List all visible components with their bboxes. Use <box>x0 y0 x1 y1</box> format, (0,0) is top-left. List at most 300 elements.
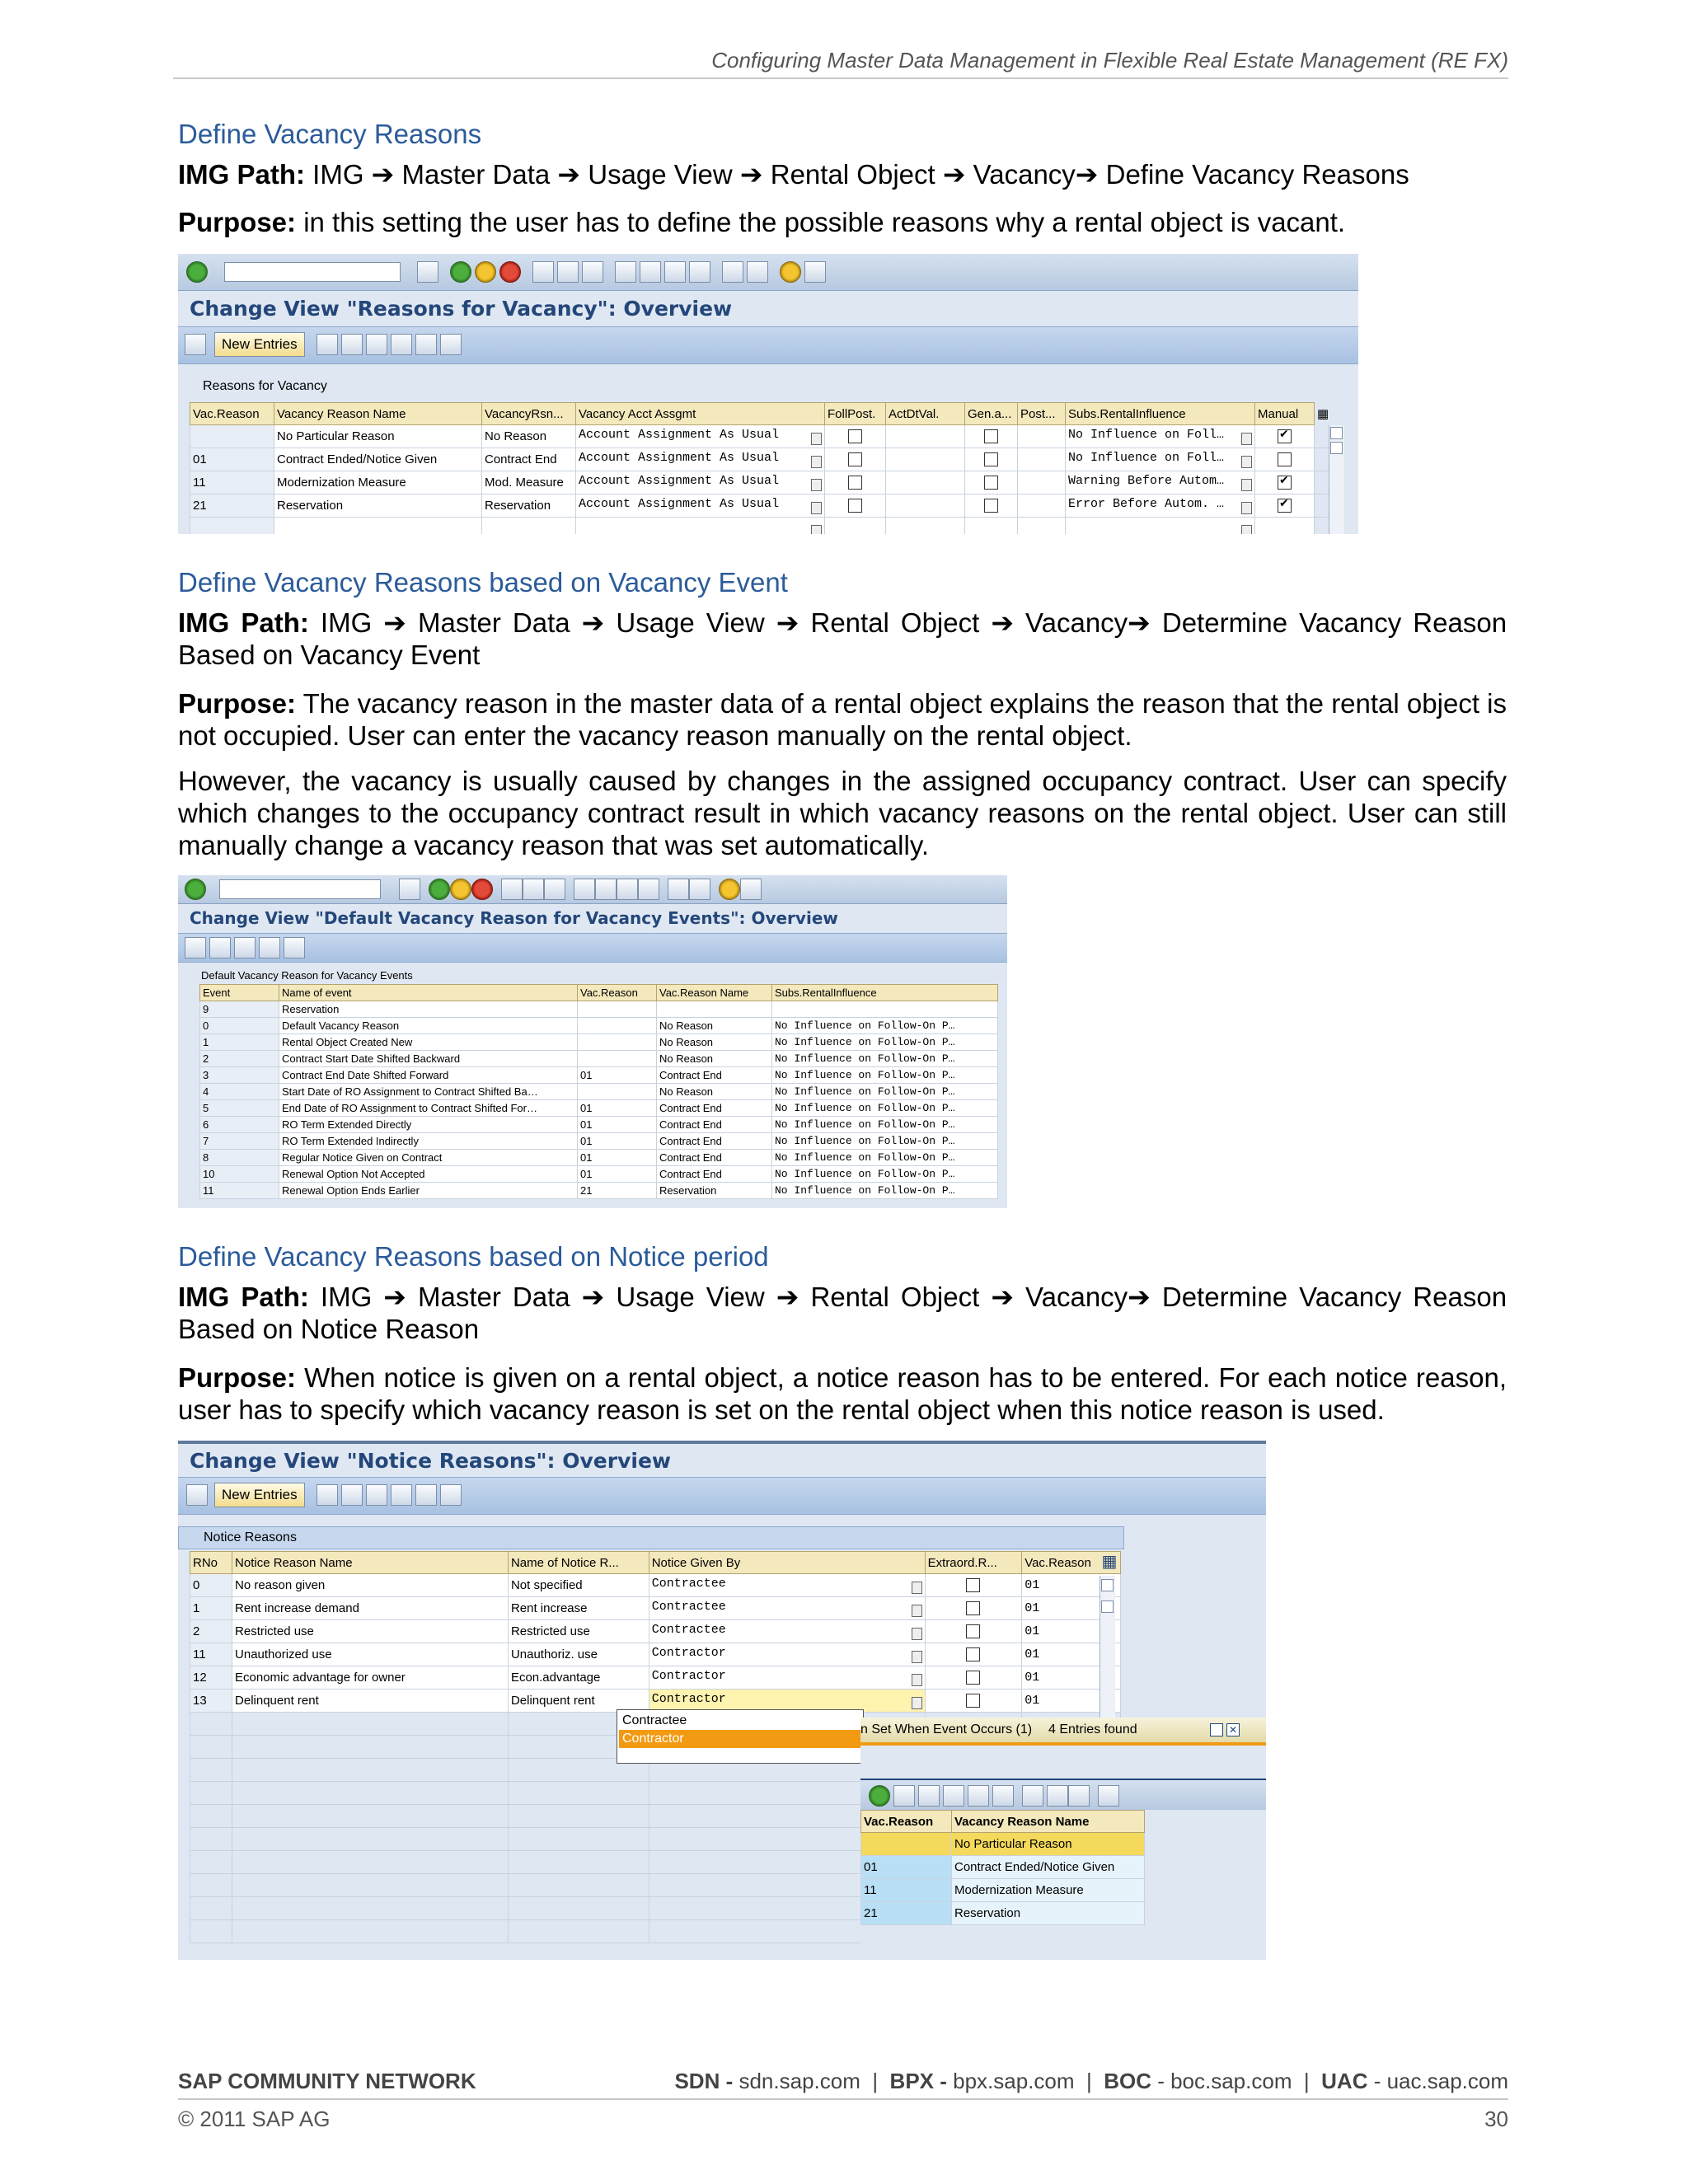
cell[interactable]: 5 <box>200 1100 279 1117</box>
table-row[interactable] <box>190 1574 1121 1597</box>
select-block-icon[interactable] <box>259 937 280 958</box>
new-entries-button[interactable]: New Entries <box>214 332 305 357</box>
column-header[interactable]: Extraord.R... <box>925 1552 1022 1574</box>
cell[interactable] <box>508 1851 649 1874</box>
manual-checkbox[interactable] <box>1278 429 1292 443</box>
cell[interactable] <box>232 1713 509 1736</box>
cell[interactable] <box>825 494 886 518</box>
column-header[interactable]: FollPost. <box>825 403 886 425</box>
cancel-icon[interactable] <box>499 261 521 283</box>
cell[interactable]: No Influence on Follow-On P… <box>772 1018 998 1034</box>
cell[interactable]: Start Date of RO Assignment to Contract Shifted Ba… <box>279 1084 578 1100</box>
find-icon[interactable] <box>523 879 544 900</box>
cell[interactable]: Reservation <box>279 1001 578 1018</box>
cell[interactable]: 21 <box>861 1902 952 1925</box>
cell[interactable]: No Influence on Follow-On P… <box>772 1084 998 1100</box>
column-header[interactable]: Manual <box>1255 403 1315 425</box>
cell[interactable]: 4 <box>200 1084 279 1100</box>
column-header[interactable]: Vac.Reason <box>1022 1552 1121 1574</box>
cell[interactable] <box>1255 448 1315 471</box>
back-icon[interactable] <box>429 879 450 900</box>
undo-icon[interactable] <box>366 1484 387 1506</box>
table-row[interactable] <box>190 448 1344 471</box>
deselect-all-icon[interactable] <box>284 937 305 958</box>
column-header[interactable]: Name of Notice R... <box>508 1552 649 1574</box>
cell[interactable] <box>1018 425 1066 448</box>
cell[interactable]: 11 <box>200 1183 279 1199</box>
cell[interactable]: Not specified <box>508 1574 649 1597</box>
checkbox[interactable] <box>848 499 862 513</box>
cell[interactable]: 01 <box>578 1133 657 1150</box>
cell[interactable] <box>232 1920 509 1943</box>
dropdown-option-selected[interactable]: Contractor <box>619 1730 861 1748</box>
cell[interactable]: 13 <box>190 1690 232 1713</box>
cell[interactable] <box>232 1828 509 1851</box>
cell[interactable] <box>1066 448 1255 471</box>
cell[interactable] <box>274 518 482 535</box>
column-header[interactable]: Name of event <box>279 985 578 1001</box>
cell[interactable] <box>965 425 1018 448</box>
cell[interactable]: No Influence on Follow-On P… <box>772 1183 998 1199</box>
table-row[interactable] <box>190 1597 1121 1620</box>
cell[interactable]: 21 <box>190 494 274 518</box>
cell[interactable] <box>576 448 825 471</box>
cell[interactable] <box>825 471 886 494</box>
cell[interactable]: Contract End Date Shifted Forward <box>279 1067 578 1084</box>
save-icon[interactable] <box>417 261 438 283</box>
table-settings-icon[interactable]: ▦ <box>1101 1553 1118 1571</box>
cell[interactable] <box>190 1920 232 1943</box>
filter-icon[interactable] <box>992 1785 1014 1807</box>
cell[interactable] <box>578 1051 657 1067</box>
table-row[interactable] <box>190 471 1344 494</box>
table-row[interactable] <box>861 1879 1145 1902</box>
cell[interactable]: 01 <box>578 1117 657 1133</box>
info-icon[interactable] <box>1022 1785 1043 1807</box>
table-row[interactable] <box>200 1100 998 1117</box>
cell[interactable]: No Influence on Follow-On P… <box>772 1100 998 1117</box>
cell[interactable] <box>1066 518 1255 535</box>
cell[interactable] <box>190 1759 232 1782</box>
value-help-icon[interactable] <box>1241 456 1252 468</box>
new-session-icon[interactable] <box>722 261 743 283</box>
column-header[interactable]: Vacancy Reason Name <box>274 403 482 425</box>
find-icon[interactable] <box>918 1785 940 1807</box>
cell[interactable]: Delinquent rent <box>508 1690 649 1713</box>
print-icon[interactable] <box>532 261 554 283</box>
cell[interactable]: Rental Object Created New <box>279 1034 578 1051</box>
column-header[interactable]: Vac.Reason <box>578 985 657 1001</box>
cell[interactable] <box>578 1084 657 1100</box>
find-next-icon[interactable] <box>544 879 565 900</box>
cell[interactable] <box>232 1759 509 1782</box>
column-header[interactable]: Notice Given By <box>649 1552 925 1574</box>
table-row[interactable] <box>200 1051 998 1067</box>
cell[interactable]: 11 <box>190 471 274 494</box>
value-help-icon[interactable] <box>912 1697 922 1709</box>
table-row[interactable] <box>200 1166 998 1183</box>
cell[interactable]: No Particular Reason <box>952 1833 1145 1856</box>
cell[interactable] <box>232 1897 509 1920</box>
cell[interactable]: No Influence on Follow-On P… <box>772 1166 998 1183</box>
cell[interactable] <box>576 471 825 494</box>
cell[interactable]: Mod. Measure <box>482 471 576 494</box>
cell[interactable]: Unauthoriz. use <box>508 1643 649 1666</box>
new-session-icon[interactable] <box>1098 1785 1119 1807</box>
cell[interactable]: No Influence on Follow-On P… <box>772 1067 998 1084</box>
sort-icon[interactable] <box>968 1785 989 1807</box>
list-icon[interactable] <box>1068 1785 1090 1807</box>
cell[interactable]: RO Term Extended Directly <box>279 1117 578 1133</box>
column-header[interactable]: Vac.Reason Name <box>657 985 772 1001</box>
cell[interactable] <box>1255 425 1315 448</box>
table-row[interactable] <box>190 494 1344 518</box>
layout-menu-icon[interactable] <box>804 261 826 283</box>
previous-page-icon[interactable] <box>595 879 617 900</box>
cell[interactable] <box>578 1018 657 1034</box>
checkbox[interactable] <box>848 452 862 466</box>
cell[interactable] <box>508 1920 649 1943</box>
column-header[interactable]: Vacancy Reason Name <box>952 1811 1145 1833</box>
cell[interactable] <box>190 1782 232 1805</box>
cell[interactable]: End Date of RO Assignment to Contract Shifted For… <box>279 1100 578 1117</box>
cell[interactable]: Contract End <box>657 1133 772 1150</box>
cell[interactable]: Contract End <box>657 1166 772 1183</box>
checkbox[interactable] <box>966 1601 980 1615</box>
cell[interactable]: No Particular Reason <box>274 425 482 448</box>
cell[interactable] <box>576 425 825 448</box>
column-header[interactable]: Vacancy Acct Assgmt <box>576 403 825 425</box>
scroll-down-icon[interactable] <box>1101 1601 1114 1613</box>
find-next-icon[interactable] <box>582 261 603 283</box>
cell[interactable]: 3 <box>200 1067 279 1084</box>
cell[interactable]: 01 <box>1022 1597 1121 1620</box>
cell[interactable]: Contract End <box>657 1117 772 1133</box>
find-next-icon[interactable] <box>943 1785 964 1807</box>
vertical-scrollbar[interactable] <box>1329 425 1344 534</box>
footer-link[interactable]: bpx.sap.com <box>946 2069 1075 2093</box>
cell[interactable]: Contract Ended/Notice Given <box>274 448 482 471</box>
command-field[interactable] <box>224 262 401 282</box>
footer-link[interactable]: - uac.sap.com <box>1367 2069 1508 2093</box>
cell[interactable] <box>1018 518 1066 535</box>
cell[interactable]: 11 <box>861 1879 952 1902</box>
layout-menu-icon[interactable] <box>740 879 762 900</box>
cell[interactable]: No Influence on Follow-On P… <box>772 1117 998 1133</box>
undo-icon[interactable] <box>209 937 231 958</box>
cell[interactable] <box>925 1597 1022 1620</box>
checkbox[interactable] <box>984 476 998 490</box>
print-icon[interactable] <box>501 879 523 900</box>
notice-given-by-dropdown[interactable] <box>617 1709 864 1764</box>
cell[interactable]: Economic advantage for owner <box>232 1666 509 1690</box>
table-row[interactable] <box>190 1643 1121 1666</box>
checkbox[interactable] <box>966 1578 980 1592</box>
value-help-icon[interactable] <box>811 456 822 468</box>
cell[interactable]: 0 <box>200 1018 279 1034</box>
checkbox[interactable] <box>966 1624 980 1638</box>
cell[interactable]: 8 <box>200 1150 279 1166</box>
cell[interactable]: 01 <box>578 1150 657 1166</box>
cell[interactable]: Rent increase <box>508 1597 649 1620</box>
cell[interactable] <box>861 1833 952 1856</box>
cell[interactable] <box>232 1851 509 1874</box>
print-icon[interactable] <box>1047 1785 1068 1807</box>
cell[interactable]: RO Term Extended Indirectly <box>279 1133 578 1150</box>
cell[interactable]: 01 <box>1022 1620 1121 1643</box>
cell[interactable] <box>825 448 886 471</box>
delete-icon[interactable] <box>341 1484 363 1506</box>
copy-icon[interactable] <box>316 334 338 355</box>
cell[interactable] <box>925 1666 1022 1690</box>
checkmark-icon[interactable] <box>869 1785 890 1807</box>
select-all-icon[interactable] <box>391 1484 412 1506</box>
cell[interactable] <box>925 1620 1022 1643</box>
cell[interactable]: Restricted use <box>232 1620 509 1643</box>
value-help-icon[interactable] <box>912 1582 922 1594</box>
footer-link[interactable]: - boc.sap.com <box>1151 2069 1292 2093</box>
dropdown-option[interactable]: Contractee <box>622 1713 687 1727</box>
column-header[interactable]: RNo <box>190 1552 232 1574</box>
table-row[interactable] <box>200 1018 998 1034</box>
column-header[interactable]: Subs.RentalInfluence <box>1066 403 1255 425</box>
cell[interactable]: 01 <box>578 1067 657 1084</box>
cell[interactable]: Restricted use <box>508 1620 649 1643</box>
cell[interactable]: 7 <box>200 1133 279 1150</box>
cell[interactable]: No Reason <box>657 1034 772 1051</box>
cell[interactable]: No reason given <box>232 1574 509 1597</box>
cell[interactable] <box>1255 494 1315 518</box>
save-icon[interactable] <box>399 879 420 900</box>
manual-checkbox[interactable] <box>1278 499 1292 513</box>
table-row[interactable] <box>861 1833 1145 1856</box>
table-row[interactable] <box>190 425 1344 448</box>
column-header[interactable]: ActDtVal. <box>886 403 965 425</box>
table-row[interactable] <box>200 1150 998 1166</box>
cell[interactable] <box>886 518 965 535</box>
checkbox[interactable] <box>984 499 998 513</box>
cell[interactable] <box>190 518 274 535</box>
cell[interactable]: No Influence on Follow-On P… <box>772 1051 998 1067</box>
cell[interactable] <box>925 1690 1022 1713</box>
cell[interactable]: 01 <box>578 1166 657 1183</box>
help-icon[interactable] <box>719 879 740 900</box>
cell[interactable]: No Reason <box>657 1018 772 1034</box>
cell[interactable] <box>190 1713 232 1736</box>
cell[interactable]: Reservation <box>274 494 482 518</box>
column-header[interactable]: VacancyRsn... <box>482 403 576 425</box>
cell[interactable]: 2 <box>200 1051 279 1067</box>
value-help-icon[interactable] <box>1241 433 1252 445</box>
undo-icon[interactable] <box>366 334 387 355</box>
cell[interactable] <box>1255 471 1315 494</box>
cell[interactable] <box>508 1782 649 1805</box>
cell[interactable] <box>965 494 1018 518</box>
shortcut-icon[interactable] <box>747 261 768 283</box>
table-row[interactable] <box>190 518 1344 535</box>
last-page-icon[interactable] <box>689 261 710 283</box>
cell[interactable]: 1 <box>200 1034 279 1051</box>
enter-icon[interactable] <box>186 261 208 283</box>
exit-icon[interactable] <box>450 879 471 900</box>
select-block-icon[interactable] <box>415 334 437 355</box>
cell[interactable]: Unauthorized use <box>232 1643 509 1666</box>
cell[interactable] <box>508 1874 649 1897</box>
shortcut-icon[interactable] <box>689 879 710 900</box>
cell[interactable] <box>1066 494 1255 518</box>
cell[interactable]: Contract End <box>657 1067 772 1084</box>
cell[interactable] <box>772 1001 998 1018</box>
checkbox[interactable] <box>848 476 862 490</box>
cell[interactable]: Contract End <box>657 1150 772 1166</box>
cell[interactable]: Contract End <box>482 448 576 471</box>
cell[interactable]: 2 <box>190 1620 232 1643</box>
enter-icon[interactable] <box>185 879 206 900</box>
scroll-up-icon[interactable] <box>1330 427 1343 439</box>
cell[interactable] <box>649 1643 925 1666</box>
cell[interactable] <box>965 518 1018 535</box>
table-row[interactable] <box>200 1133 998 1150</box>
column-header[interactable]: Vac.Reason <box>190 403 274 425</box>
value-help-icon[interactable] <box>811 502 822 514</box>
cell[interactable] <box>232 1736 509 1759</box>
cell[interactable]: 01 <box>861 1856 952 1879</box>
previous-page-icon[interactable] <box>640 261 661 283</box>
select-all-icon[interactable] <box>234 937 256 958</box>
first-page-icon[interactable] <box>574 879 595 900</box>
cell[interactable]: Reservation <box>657 1183 772 1199</box>
cell[interactable] <box>190 1736 232 1759</box>
cell[interactable]: 01 <box>578 1100 657 1117</box>
table-row[interactable] <box>200 1067 998 1084</box>
cell[interactable] <box>508 1897 649 1920</box>
checkbox[interactable] <box>848 429 862 443</box>
cell[interactable] <box>232 1805 509 1828</box>
cell[interactable] <box>190 1897 232 1920</box>
cell[interactable] <box>657 1001 772 1018</box>
cell[interactable]: 12 <box>190 1666 232 1690</box>
delete-icon[interactable] <box>341 334 363 355</box>
cell[interactable]: Rent increase demand <box>232 1597 509 1620</box>
cell[interactable]: 1 <box>190 1597 232 1620</box>
table-row[interactable] <box>200 1001 998 1018</box>
cell[interactable] <box>649 1597 925 1620</box>
cell[interactable]: Reservation <box>482 494 576 518</box>
cell[interactable]: Econ.advantage <box>508 1666 649 1690</box>
cell[interactable] <box>576 518 825 535</box>
value-help-icon[interactable] <box>912 1605 922 1617</box>
cell[interactable] <box>649 1574 925 1597</box>
cell[interactable] <box>232 1782 509 1805</box>
cell[interactable] <box>925 1643 1022 1666</box>
cell[interactable]: Delinquent rent <box>232 1690 509 1713</box>
column-header[interactable]: Event <box>200 985 279 1001</box>
reject-icon[interactable] <box>893 1785 915 1807</box>
cell[interactable] <box>508 1805 649 1828</box>
last-page-icon[interactable] <box>638 879 659 900</box>
cell[interactable]: 21 <box>578 1183 657 1199</box>
table-row[interactable] <box>200 1117 998 1133</box>
cell[interactable]: 10 <box>200 1166 279 1183</box>
cell[interactable]: 0 <box>190 1574 232 1597</box>
checkbox[interactable] <box>984 429 998 443</box>
command-field[interactable] <box>219 879 381 899</box>
table-row[interactable] <box>861 1856 1145 1879</box>
next-page-icon[interactable] <box>617 879 638 900</box>
cell[interactable]: No Reason <box>657 1051 772 1067</box>
cell[interactable] <box>925 1574 1022 1597</box>
scroll-down-icon[interactable] <box>1330 442 1343 454</box>
checkbox[interactable] <box>966 1671 980 1685</box>
display-change-icon[interactable] <box>185 334 206 355</box>
table-row[interactable] <box>190 1620 1121 1643</box>
manual-checkbox[interactable] <box>1278 476 1292 490</box>
column-header[interactable]: Gen.a... <box>965 403 1018 425</box>
cell[interactable]: No Influence on Follow-On P… <box>772 1034 998 1051</box>
scroll-up-icon[interactable] <box>1101 1579 1114 1591</box>
cell[interactable] <box>508 1828 649 1851</box>
cell[interactable] <box>825 518 886 535</box>
cell[interactable]: Contract Start Date Shifted Backward <box>279 1051 578 1067</box>
cell[interactable]: 01 <box>1022 1574 1121 1597</box>
cell[interactable] <box>190 1828 232 1851</box>
cell[interactable] <box>578 1001 657 1018</box>
exit-icon[interactable] <box>475 261 496 283</box>
cell[interactable]: 01 <box>1022 1643 1121 1666</box>
cell[interactable] <box>482 518 576 535</box>
cell[interactable] <box>1255 518 1315 535</box>
table-row[interactable] <box>200 1034 998 1051</box>
table-settings-icon[interactable]: ▦ <box>1315 403 1344 425</box>
value-help-icon[interactable] <box>912 1651 922 1663</box>
copy-icon[interactable] <box>316 1484 338 1506</box>
cell[interactable] <box>190 1851 232 1874</box>
select-block-icon[interactable] <box>415 1484 437 1506</box>
cell[interactable] <box>649 1666 925 1690</box>
cell[interactable] <box>1018 494 1066 518</box>
cell[interactable]: No Reason <box>657 1084 772 1100</box>
cell[interactable]: No Influence on Follow-On P… <box>772 1133 998 1150</box>
value-help-icon[interactable] <box>912 1628 922 1640</box>
table-row[interactable] <box>200 1084 998 1100</box>
cell[interactable]: 11 <box>190 1643 232 1666</box>
cell[interactable]: No Influence on Follow-On P… <box>772 1150 998 1166</box>
cell[interactable]: Renewal Option Ends Earlier <box>279 1183 578 1199</box>
cell[interactable] <box>1066 471 1255 494</box>
back-icon[interactable] <box>450 261 471 283</box>
cell[interactable]: Regular Notice Given on Contract <box>279 1150 578 1166</box>
cell[interactable] <box>1018 471 1066 494</box>
display-change-icon[interactable] <box>186 1484 208 1506</box>
cell[interactable]: Default Vacancy Reason <box>279 1018 578 1034</box>
display-change-icon[interactable] <box>185 937 206 958</box>
cancel-icon[interactable] <box>471 879 493 900</box>
cell[interactable] <box>886 425 965 448</box>
manual-checkbox[interactable] <box>1278 452 1292 466</box>
cell[interactable] <box>190 1874 232 1897</box>
cell[interactable]: 9 <box>200 1001 279 1018</box>
cell[interactable]: Reservation <box>952 1902 1145 1925</box>
value-help-icon[interactable] <box>1241 525 1252 534</box>
close-icon[interactable]: ✕ <box>1226 1723 1240 1736</box>
table-row[interactable] <box>190 1666 1121 1690</box>
help-icon[interactable] <box>780 261 801 283</box>
cell[interactable] <box>190 425 274 448</box>
cell[interactable]: 01 <box>1022 1690 1121 1713</box>
value-help-icon[interactable] <box>1241 479 1252 491</box>
value-help-icon[interactable] <box>912 1674 922 1686</box>
deselect-all-icon[interactable] <box>440 334 462 355</box>
